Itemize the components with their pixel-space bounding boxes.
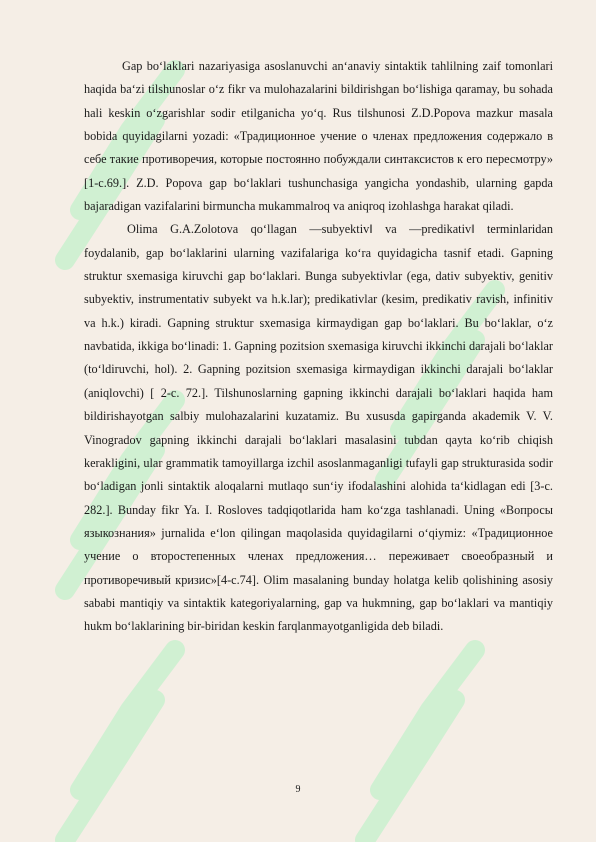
- page-body: [84, 55, 553, 639]
- paragraph-2: Olima G.A.Zolotova qo‘llagan ―subyektiv‖ va ―predikativ‖ terminlaridan foydalanib, gap bo‘laklarini ularning vazifalariga ko‘ra quyidagicha tasnif etadi. Gapning struktur sxemasiga kiruvchi gap bo‘laklari. Bunga subyektivlar (ega, dativ subyektiv, genitiv subyektiv, instrumentativ subyekt va h.k.lar); predikativlar (kesim, predikativ ravish, infinitiv va h.k.) kiradi. Gapning struktur sxemasiga kirmaydigan gap bo‘laklari. Bu bo‘laklar, o‘z navbatida, ikkiga bo‘linadi: 1. Gapning pozitsion sxemasiga kiruvchi ikkinchi darajali bo‘laklar (to‘ldiruvchi, hol). 2. Gapning pozitsion sxemasiga kirmaydigan ikkinchi darajali bo‘laklar (aniqlovchi) [ 2-c. 72.]. Tilshunoslarning gapning ikkinchi darajali bo‘laklari haqida ham bildirishayotgan salbiy mulohazalarini kuzatamiz. Bu xususda gapirganda akademik V. V. Vinogradov gapning ikkinchi darajali bo‘laklari masalasini tubdan qayta ko‘rib chiqish kerakligini, ular grammatik tamoyillarga izchil asoslanmaganligi tufayli gap strukturasida sodir bo‘ladigan jonli sintaktik aloqalarni mutlaqo sun‘iy ifodalashini alohida ta‘kidlagan edi [3-c. 282.]. Bunday fikr Ya. I. Rosloves tadqiqotlarida ham ko‘zga tashlanadi. Uning «Вопросы языкознания» jurnalida e‘lon qilingan maqolasida quyidagilarni o‘qiymiz: «Традиционное учение о второстепенных членах предложения… переживает своеобразный и противоречивый кризис»[4-c.74]. Olim masalaning bunday holatga kelib qolishining asosiy sababi mantiqiy va sintaktik kategoriyalarning, gap va hukmning, gap bo‘laklari va mantiqiy hukm bo‘laklarining bir-biridan keskin farqlanmayotganligida deb biladi.: [84, 222, 553, 634]
- watermark-mark-5: [365, 650, 475, 840]
- watermark-mark-4: [65, 650, 175, 840]
- paragraph-1: Gap bo‘laklari nazariyasiga asoslanuvchi an‘anaviy sintaktik tahlilning zaif tomonlari haqida ba‘zi tilshunoslar o‘z fikr va mulohazalarini bildirishgan bo‘lishiga qaramay, bu sohada hali keskin o‘zgarishlar sodir etilganicha yo‘q. Rus tilshunosi Z.D.Popova mazkur masala bobida quyidagilarni yozadi: «Традиционное учение о членах предложения содержало в себе такие противоречия, которые постоянно побуждали синтаксистов к его пересмотру» [1-с.69.]. Z.D. Popova gap bo‘laklari tushunchasiga yangicha yondashib, ularning gapda bajaradigan vazifalarini birmuncha mukammalroq va aniqroq izohlashga harakat qiladi.: [84, 59, 553, 214]
- page-number: 9: [295, 784, 301, 795]
